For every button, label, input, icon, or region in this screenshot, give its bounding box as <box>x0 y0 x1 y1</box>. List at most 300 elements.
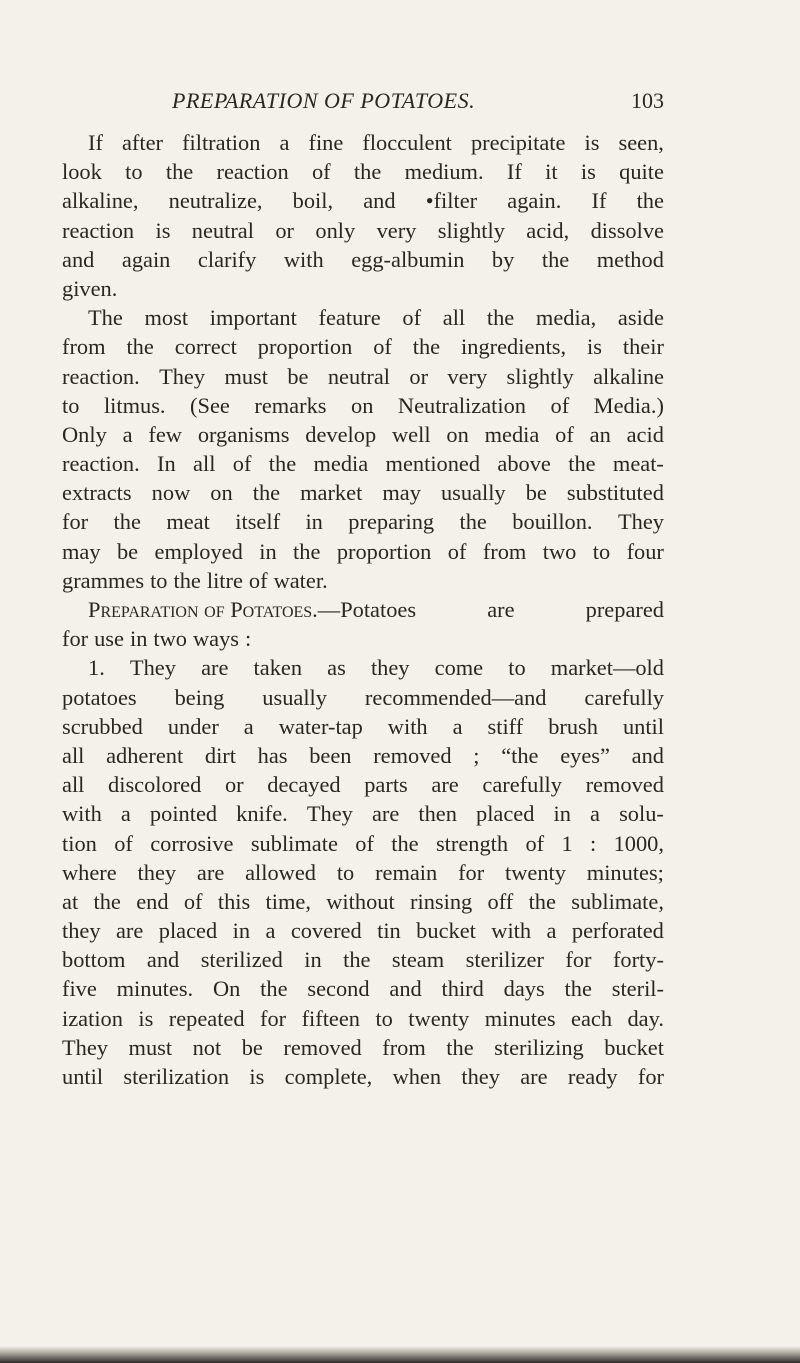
text-line <box>62 449 664 478</box>
word: sterilizing <box>494 1034 584 1060</box>
word: remarks <box>254 392 327 418</box>
word: boil, <box>292 188 334 214</box>
word: usually <box>440 480 506 506</box>
word: day. <box>627 1005 664 1031</box>
word: litmus. <box>103 392 166 418</box>
word: brush <box>548 713 598 739</box>
text-line <box>62 887 664 916</box>
word: until <box>62 1064 104 1089</box>
word: They <box>159 363 206 389</box>
word: are <box>371 801 400 827</box>
word: each <box>571 1005 613 1031</box>
word: On <box>212 976 241 1002</box>
word: two <box>542 538 577 564</box>
word: meat- <box>612 451 664 477</box>
word: employed <box>154 538 243 564</box>
word: forty- <box>612 947 664 973</box>
page-number: 103 <box>631 88 664 113</box>
text-line <box>62 741 664 770</box>
word: covered <box>290 918 362 944</box>
word: of <box>555 421 574 447</box>
page-header <box>62 88 664 118</box>
word: proportion <box>257 334 353 360</box>
word: remain <box>375 859 438 885</box>
word: the <box>459 509 487 535</box>
word: second <box>307 976 370 1002</box>
word: litre <box>206 567 243 593</box>
word: of <box>550 392 570 418</box>
word: the <box>353 159 382 185</box>
word: a <box>120 801 131 827</box>
word: third <box>441 976 484 1002</box>
word: repeated <box>168 1005 245 1031</box>
word: reaction. <box>62 363 140 389</box>
word: quite <box>619 159 664 185</box>
body-text <box>62 128 664 1091</box>
text-line <box>62 974 664 1003</box>
word: for <box>260 1005 287 1031</box>
word: now <box>151 480 191 506</box>
word: in <box>304 947 322 973</box>
word: alkaline <box>593 363 664 389</box>
word: the <box>293 538 321 564</box>
word: come <box>434 655 484 681</box>
text-line <box>62 216 664 245</box>
word: media <box>484 421 540 447</box>
word: the <box>486 305 515 331</box>
word: slightly <box>506 363 574 389</box>
word: two <box>153 626 187 652</box>
text-line <box>62 1033 664 1062</box>
text-line <box>62 362 664 391</box>
word: under <box>167 713 219 739</box>
text-line <box>62 1062 664 1091</box>
word: potatoes <box>62 684 137 710</box>
word: with <box>62 801 102 827</box>
word: extracts <box>62 480 132 506</box>
word: only <box>315 217 356 243</box>
text-line <box>62 391 664 420</box>
word: taken <box>253 655 303 681</box>
word: scrubbed <box>62 713 143 739</box>
word: media, <box>535 305 597 331</box>
word: The <box>88 305 123 331</box>
word: end <box>136 888 169 914</box>
word: itself <box>235 509 281 535</box>
word: reaction. <box>62 451 140 477</box>
word: they <box>137 859 177 885</box>
word: of <box>311 159 331 185</box>
word: Neutralization <box>397 392 526 418</box>
text-line <box>62 799 664 828</box>
word: •filter <box>425 188 478 214</box>
word: a <box>279 130 290 155</box>
word: allowed <box>245 859 316 885</box>
word: ization <box>62 1005 123 1031</box>
word: sterilizer <box>465 947 544 973</box>
word: They <box>617 509 664 535</box>
word: of <box>525 830 545 856</box>
word: a <box>122 421 133 447</box>
word: the <box>165 159 194 185</box>
text-line <box>62 507 664 536</box>
word: slightly <box>437 217 505 243</box>
word: mentioned <box>385 451 481 477</box>
word: steril- <box>611 976 664 1002</box>
word: the <box>268 451 297 477</box>
word: ways <box>192 626 240 652</box>
word: water-tap <box>278 713 363 739</box>
word: from <box>482 538 527 564</box>
word: sterilized <box>200 947 283 973</box>
word: of <box>447 538 467 564</box>
word: neutralize, <box>168 188 263 214</box>
word: in <box>553 801 571 827</box>
word: are <box>431 772 459 798</box>
word: the <box>446 1034 474 1060</box>
word: is <box>138 1005 154 1031</box>
word: pointed <box>149 801 218 827</box>
word: it <box>545 159 558 185</box>
word: above <box>497 451 551 477</box>
word: —Potatoes <box>317 597 417 622</box>
word: : <box>589 830 597 856</box>
word: medium. <box>404 159 484 185</box>
word: bouillon. <box>512 509 593 535</box>
word: where <box>62 859 117 885</box>
word: flocculent <box>362 130 452 155</box>
word: until <box>622 713 664 739</box>
word: reaction <box>216 159 289 185</box>
word: knife. <box>236 801 288 827</box>
word: this <box>217 888 251 914</box>
word: to <box>150 567 168 593</box>
word: from <box>62 334 106 360</box>
word: or <box>409 363 429 389</box>
word: Media.) <box>593 392 664 418</box>
word: twenty <box>408 1005 470 1031</box>
text-line <box>62 245 664 274</box>
word: and <box>389 976 422 1002</box>
word: egg-albumin <box>351 246 465 272</box>
word: been <box>309 742 352 768</box>
word: stiff <box>487 713 524 739</box>
word: seen, <box>618 130 664 155</box>
word: In <box>157 451 176 477</box>
word: very <box>376 217 417 243</box>
word: time, <box>265 888 311 914</box>
word: five <box>62 976 97 1002</box>
word: with <box>387 713 428 739</box>
word: in <box>305 509 323 535</box>
word: If <box>506 159 522 185</box>
word: decayed <box>267 772 341 798</box>
word: be <box>287 363 309 389</box>
word: removed <box>585 772 664 798</box>
text-line <box>62 274 664 303</box>
word: They <box>62 1034 109 1060</box>
word: the <box>252 480 281 506</box>
word: may <box>62 538 101 564</box>
word: feature <box>318 305 381 331</box>
word: the <box>343 947 371 973</box>
word: market <box>300 480 363 506</box>
text-line <box>62 303 664 332</box>
word: filtration <box>182 130 261 155</box>
word: is <box>584 130 600 155</box>
word: the <box>412 334 441 360</box>
word: at <box>62 888 79 914</box>
word: a <box>265 918 276 944</box>
word: acid <box>626 421 664 447</box>
word: solu- <box>619 801 664 827</box>
word: they <box>370 655 410 681</box>
word: the <box>260 976 288 1002</box>
word: media <box>313 451 369 477</box>
word: and <box>631 742 664 768</box>
word: few <box>148 421 182 447</box>
word: method <box>596 246 664 272</box>
word: proportion <box>336 538 432 564</box>
word: on <box>210 480 233 506</box>
word: ; <box>473 742 480 768</box>
word: be <box>116 538 139 564</box>
word: is <box>155 217 171 243</box>
text-line <box>62 829 664 858</box>
word: in <box>232 918 251 944</box>
text-line <box>62 420 664 449</box>
word: recommended—and <box>364 684 547 710</box>
word: prepared <box>585 597 664 622</box>
word: the <box>636 188 664 214</box>
word: perforated <box>571 918 664 944</box>
page-edge-shadow <box>0 1346 800 1363</box>
word: their <box>622 334 664 360</box>
word: the <box>93 888 121 914</box>
word: they <box>461 1064 500 1089</box>
word: minutes <box>484 1005 556 1031</box>
word: on <box>351 392 374 418</box>
word: again <box>121 246 171 272</box>
text-line <box>62 916 664 945</box>
word <box>88 595 416 624</box>
word: by <box>491 246 515 272</box>
word: ready <box>567 1064 618 1089</box>
word: bucket <box>604 1034 664 1060</box>
word: to <box>592 538 611 564</box>
word: for <box>458 859 485 885</box>
word: placed <box>158 918 218 944</box>
word: to <box>336 859 355 885</box>
word: of <box>373 334 392 360</box>
word: very <box>447 363 488 389</box>
word: sublimate, <box>571 888 664 914</box>
word: are <box>520 1064 548 1089</box>
word: a <box>243 713 254 739</box>
word: be <box>241 1034 263 1060</box>
word: develop <box>305 421 377 447</box>
word: minutes; <box>586 859 664 885</box>
text-line <box>62 157 664 186</box>
word: precipitate <box>470 130 566 155</box>
word: alkaline, <box>62 188 139 214</box>
word: grammes <box>62 567 145 593</box>
text-line <box>62 478 664 507</box>
text-line <box>62 595 664 624</box>
word: to <box>375 1005 393 1031</box>
word: the <box>568 451 596 477</box>
word: to <box>62 392 80 418</box>
word: of <box>232 451 252 477</box>
word: all <box>62 772 85 798</box>
word: and <box>363 188 396 214</box>
text-line <box>62 858 664 887</box>
word: off <box>487 888 514 914</box>
word: water. <box>273 567 328 593</box>
word: of <box>402 305 422 331</box>
word: days <box>503 976 545 1002</box>
word: If <box>591 188 607 214</box>
word: or <box>275 217 294 243</box>
word: with <box>491 918 532 944</box>
word: the <box>528 888 556 914</box>
word: and <box>62 246 95 272</box>
word: for <box>637 1064 664 1089</box>
text-line <box>62 566 664 595</box>
text-line <box>62 1004 664 1033</box>
word: four <box>626 538 664 564</box>
word: without <box>326 888 395 914</box>
word: (See <box>190 392 230 418</box>
word: 1000, <box>613 830 664 856</box>
word: look <box>62 159 102 185</box>
word: for <box>565 947 592 973</box>
word: eyes” <box>560 742 610 768</box>
text-line <box>62 186 664 215</box>
word: neutral <box>327 363 391 389</box>
word: removed <box>373 742 452 768</box>
word: given. <box>62 275 118 301</box>
word: are <box>196 859 225 885</box>
word: are <box>115 918 144 944</box>
word: the <box>113 509 141 535</box>
word: as <box>327 655 346 681</box>
word: carefully <box>584 684 664 710</box>
word: reaction <box>62 217 135 243</box>
word: organisms <box>197 421 290 447</box>
word: must <box>224 363 268 389</box>
word: If <box>88 130 103 155</box>
word: be <box>525 480 547 506</box>
word: important <box>209 305 297 331</box>
word: and <box>146 947 180 973</box>
word: are <box>201 655 229 681</box>
word: adherent <box>106 742 184 768</box>
word: strength <box>435 830 509 856</box>
word: has <box>257 742 288 768</box>
word: a <box>452 713 463 739</box>
word: 1. <box>88 655 105 681</box>
word: ingredients, <box>461 334 567 360</box>
text-line <box>62 332 664 361</box>
word: they <box>62 918 101 944</box>
word: the <box>564 976 592 1002</box>
word: steam <box>391 947 445 973</box>
word: again. <box>507 188 562 214</box>
word: minutes. <box>116 976 194 1002</box>
word: bottom <box>62 947 126 973</box>
word: the <box>126 334 154 360</box>
word: “the <box>501 742 539 768</box>
word: a <box>590 801 600 827</box>
word: for <box>62 626 89 652</box>
word: the <box>391 830 419 856</box>
word: most <box>144 305 189 331</box>
word: to <box>508 655 526 681</box>
word: on <box>446 421 469 447</box>
word: being <box>174 684 225 710</box>
word: preparing <box>348 509 435 535</box>
word: usually <box>262 684 327 710</box>
word: use <box>94 626 124 652</box>
text-line <box>62 770 664 799</box>
word: well <box>392 421 431 447</box>
word: in <box>129 626 148 652</box>
word: sterilization <box>123 1064 230 1089</box>
word: all <box>442 305 466 331</box>
text-line <box>62 653 664 682</box>
word: meat <box>166 509 210 535</box>
word: with <box>283 246 324 272</box>
section-heading: Preparation of Potatoes. <box>88 597 318 622</box>
text-line <box>62 683 664 712</box>
word: of <box>183 888 203 914</box>
word: not <box>192 1034 222 1060</box>
word: to <box>125 159 143 185</box>
word: aside <box>617 305 664 331</box>
word: sublimate <box>250 830 338 856</box>
word: of <box>114 830 133 856</box>
word: They <box>306 801 353 827</box>
text-line <box>62 537 664 566</box>
word: fifteen <box>301 1005 360 1031</box>
word: for <box>62 509 89 535</box>
word: rinsing <box>410 888 473 914</box>
word: They <box>129 655 176 681</box>
word: or <box>224 772 244 798</box>
word: are <box>487 597 515 622</box>
word: is <box>580 159 596 185</box>
word: may <box>382 480 421 506</box>
word: of <box>248 567 268 593</box>
text-line <box>62 712 664 741</box>
word: twenty <box>505 859 566 885</box>
running-title: PREPARATION OF POTATOES. <box>172 88 476 113</box>
word: from <box>382 1034 426 1060</box>
word: Only <box>62 421 107 447</box>
text-line <box>62 128 664 157</box>
word: is <box>587 334 602 360</box>
word: when <box>392 1064 442 1089</box>
word: acid, <box>526 217 570 243</box>
word: in <box>259 538 277 564</box>
word: clarify <box>197 246 257 272</box>
word: substituted <box>566 480 664 506</box>
word: then <box>418 801 457 827</box>
word: tion <box>62 830 97 856</box>
text-line <box>62 624 664 653</box>
text-line <box>62 945 664 974</box>
